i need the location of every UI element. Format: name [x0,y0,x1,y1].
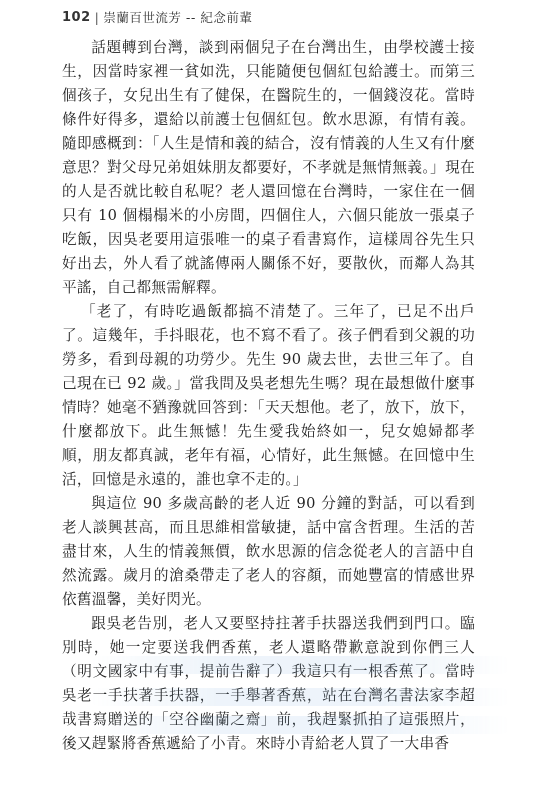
running-title: 崇蘭百世流芳 -- 紀念前輩 [103,10,253,25]
running-header [62,6,252,28]
page-number: 102 [62,9,91,25]
paragraph-3: 與這位 90 多歲高齡的老人近 90 分鐘的對話，可以看到老人談興甚高，而且思維相當敏捷，話中富含哲理。生活的苦盡甘來，人生的情義無價，飲水思源的信念從老人的言語中自然流露。歲月的滄桑帶走了老人的容顏，而她豐富的情感世界依舊溫馨，美好閃光。 [62,495,475,608]
header-separator: | [94,9,100,25]
paragraph-1: 話題轉到台灣，談到兩個兒子在台灣出生，由學校護士接生，因當時家裡一貧如洗，只能隨便包個紅包給護士。而第三個孩子，女兒出生有了健保，在醫院生的，一個錢沒花。當時條件好得多，還給以前護士包個紅包。飲水思源，有情有義。隨即感概到：「人生是情和義的結合，沒有情義的人生又有什麼意思？對父母兄弟姐妹朋友都要好，不孝就是無情無義。」現在的人是否就比較自私呢？老人還回憶在台灣時，一家住在一個只有 10 個榻榻米的小房間，四個住人，六個只能放一張桌子吃飯，因吳老要用這張唯一的桌子看書寫作，這樣周谷先生只好出去，外人看了就謠傳兩人關係不好，要散伙，而鄰人為其平謠，自己都無需解釋。 [62,39,475,296]
paragraph-4: 跟吳老告別，老人又要堅持拄著手扶器送我們到門口。臨別時，她一定要送我們香蕉，老人還略帶歉意說到你們三人（明文國家中有事，提前告辭了）我這只有一根香蕉了。當時吳老一手扶著手扶器，一手舉著香蕉，站在台灣名書法家李超哉書寫贈送的「空谷幽蘭之齋」前，我趕緊抓拍了這張照片，後又趕緊將香蕉遞給了小青。來時小青給老人買了一大串香 [62,615,475,752]
paragraph-2: 「老了，有時吃過飯都搞不清楚了。三年了，已足不出戶了。這幾年，手抖眼花，也不寫不看了。孩子們看到父親的功勞多，看到母親的功勞少。先生 90 歲去世，去世三年了。自己現在已 92 歲。」當我問及吳老想先生嗎？現在最想做什麼事情時？她毫不猶豫就回答到：「天天想他。老了，放下，放下，什麼都放下。此生無憾！先生愛我始終如一，兒女媳婦都孝順，朋友都真誠，老年有福，心情好，此生無憾。在回憶中生活，回憶是永遠的，誰也拿不走的。」 [62,303,475,488]
page-body [62,36,475,756]
